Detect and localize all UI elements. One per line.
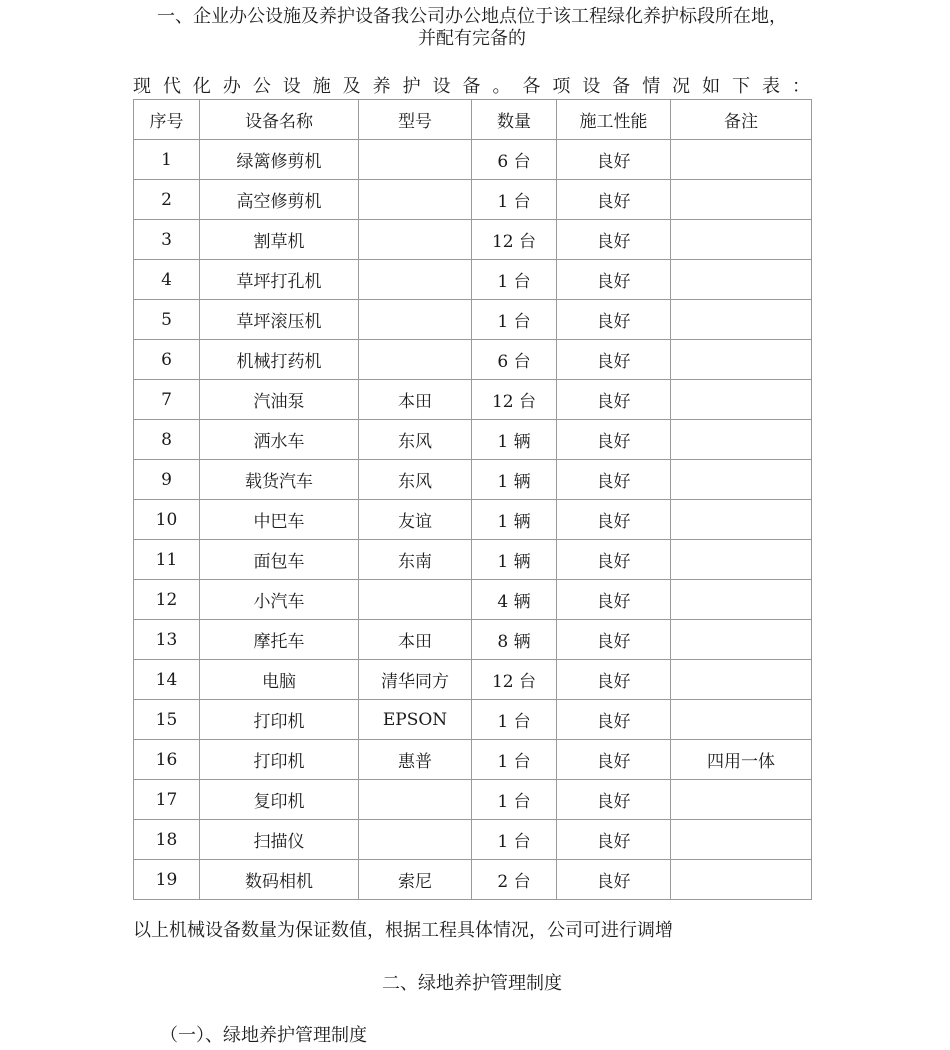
cell-model: 惠普 xyxy=(359,740,472,780)
cell-model: 本田 xyxy=(359,380,472,420)
table-row xyxy=(134,500,812,540)
subsection-heading: （一）、绿地养护管理制度 xyxy=(160,1025,367,1046)
cell-performance: 良好 xyxy=(557,180,671,220)
cell-name: 电脑 xyxy=(200,660,359,700)
cell-name: 数码相机 xyxy=(200,860,359,900)
table-row xyxy=(134,300,812,340)
cell-name: 草坪打孔机 xyxy=(200,260,359,300)
cell-performance: 良好 xyxy=(557,380,671,420)
equipment-table xyxy=(133,99,812,900)
cell-remark xyxy=(671,620,812,660)
cell-model: 本田 xyxy=(359,620,472,660)
cell-name: 绿篱修剪机 xyxy=(200,140,359,180)
cell-name: 中巴车 xyxy=(200,500,359,540)
cell-qty: 12 台 xyxy=(472,380,557,420)
cell-no: 8 xyxy=(134,420,200,460)
table-row xyxy=(134,620,812,660)
cell-name: 割草机 xyxy=(200,220,359,260)
cell-model xyxy=(359,220,472,260)
cell-model: 友谊 xyxy=(359,500,472,540)
cell-remark xyxy=(671,380,812,420)
table-row xyxy=(134,660,812,700)
cell-remark: 四用一体 xyxy=(671,740,812,780)
cell-qty: 1 辆 xyxy=(472,460,557,500)
cell-qty: 12 台 xyxy=(472,220,557,260)
heading-line-2: 并配有完备的 xyxy=(418,28,526,49)
cell-performance: 良好 xyxy=(557,740,671,780)
cell-no: 9 xyxy=(134,460,200,500)
cell-remark xyxy=(671,860,812,900)
table-row xyxy=(134,180,812,220)
cell-model xyxy=(359,340,472,380)
cell-remark xyxy=(671,420,812,460)
cell-qty: 1 台 xyxy=(472,780,557,820)
cell-remark xyxy=(671,540,812,580)
cell-no: 16 xyxy=(134,740,200,780)
cell-model xyxy=(359,300,472,340)
cell-performance: 良好 xyxy=(557,260,671,300)
cell-remark xyxy=(671,580,812,620)
cell-model: 东风 xyxy=(359,420,472,460)
cell-remark xyxy=(671,180,812,220)
cell-performance: 良好 xyxy=(557,220,671,260)
cell-qty: 1 辆 xyxy=(472,540,557,580)
cell-qty: 8 辆 xyxy=(472,620,557,660)
cell-remark xyxy=(671,700,812,740)
cell-model: EPSON xyxy=(359,700,472,740)
cell-no: 6 xyxy=(134,340,200,380)
cell-no: 12 xyxy=(134,580,200,620)
cell-name: 摩托车 xyxy=(200,620,359,660)
header-remark: 备注 xyxy=(671,100,812,140)
cell-performance: 良好 xyxy=(557,540,671,580)
table-row xyxy=(134,140,812,180)
cell-name: 复印机 xyxy=(200,780,359,820)
cell-qty: 1 台 xyxy=(472,740,557,780)
cell-name: 打印机 xyxy=(200,700,359,740)
document-heading xyxy=(133,6,811,50)
cell-name: 机械打药机 xyxy=(200,340,359,380)
cell-no: 7 xyxy=(134,380,200,420)
table-row xyxy=(134,460,812,500)
cell-qty: 1 台 xyxy=(472,700,557,740)
cell-remark xyxy=(671,140,812,180)
cell-model: 索尼 xyxy=(359,860,472,900)
cell-performance: 良好 xyxy=(557,500,671,540)
cell-model: 东风 xyxy=(359,460,472,500)
cell-remark xyxy=(671,500,812,540)
cell-name: 载货汽车 xyxy=(200,460,359,500)
cell-name: 打印机 xyxy=(200,740,359,780)
cell-qty: 6 台 xyxy=(472,140,557,180)
cell-model xyxy=(359,140,472,180)
cell-remark xyxy=(671,220,812,260)
table-row xyxy=(134,820,812,860)
cell-remark xyxy=(671,820,812,860)
cell-no: 17 xyxy=(134,780,200,820)
table-row xyxy=(134,700,812,740)
cell-remark xyxy=(671,260,812,300)
cell-performance: 良好 xyxy=(557,460,671,500)
cell-name: 高空修剪机 xyxy=(200,180,359,220)
cell-performance: 良好 xyxy=(557,860,671,900)
cell-remark xyxy=(671,300,812,340)
cell-qty: 1 台 xyxy=(472,180,557,220)
cell-performance: 良好 xyxy=(557,300,671,340)
cell-performance: 良好 xyxy=(557,140,671,180)
cell-name: 面包车 xyxy=(200,540,359,580)
cell-performance: 良好 xyxy=(557,700,671,740)
cell-name: 洒水车 xyxy=(200,420,359,460)
table-row xyxy=(134,380,812,420)
table-header-row xyxy=(134,100,812,140)
cell-qty: 1 辆 xyxy=(472,420,557,460)
cell-no: 3 xyxy=(134,220,200,260)
table-row xyxy=(134,540,812,580)
cell-model xyxy=(359,180,472,220)
cell-no: 5 xyxy=(134,300,200,340)
intro-text: 现代化办公设施及养护设备。各项设备情况如下表： xyxy=(133,76,811,97)
header-model: 型号 xyxy=(359,100,472,140)
cell-qty: 1 辆 xyxy=(472,500,557,540)
cell-name: 汽油泵 xyxy=(200,380,359,420)
cell-performance: 良好 xyxy=(557,780,671,820)
cell-model: 清华同方 xyxy=(359,660,472,700)
section-heading: 二、绿地养护管理制度 xyxy=(382,973,562,994)
note-text: 以上机械设备数量为保证数值，根据工程具体情况，公司可进行调增 xyxy=(133,920,673,941)
table-row xyxy=(134,860,812,900)
cell-performance: 良好 xyxy=(557,620,671,660)
cell-qty: 6 台 xyxy=(472,340,557,380)
table-row xyxy=(134,220,812,260)
table-row xyxy=(134,260,812,300)
table-row xyxy=(134,340,812,380)
table-row xyxy=(134,780,812,820)
cell-model xyxy=(359,260,472,300)
header-name: 设备名称 xyxy=(200,100,359,140)
cell-performance: 良好 xyxy=(557,420,671,460)
cell-model xyxy=(359,580,472,620)
heading-line-1: 一、企业办公设施及养护设备我公司办公地点位于该工程绿化养护标段所在地， xyxy=(157,6,787,27)
cell-performance: 良好 xyxy=(557,340,671,380)
cell-qty: 2 台 xyxy=(472,860,557,900)
cell-qty: 1 台 xyxy=(472,300,557,340)
cell-no: 2 xyxy=(134,180,200,220)
cell-qty: 1 台 xyxy=(472,260,557,300)
cell-no: 10 xyxy=(134,500,200,540)
cell-no: 19 xyxy=(134,860,200,900)
cell-no: 11 xyxy=(134,540,200,580)
cell-name: 小汽车 xyxy=(200,580,359,620)
cell-performance: 良好 xyxy=(557,580,671,620)
cell-model xyxy=(359,820,472,860)
cell-no: 15 xyxy=(134,700,200,740)
table-row xyxy=(134,420,812,460)
cell-model xyxy=(359,780,472,820)
cell-remark xyxy=(671,660,812,700)
cell-no: 14 xyxy=(134,660,200,700)
table-row xyxy=(134,740,812,780)
cell-qty: 1 台 xyxy=(472,820,557,860)
cell-name: 草坪滚压机 xyxy=(200,300,359,340)
table-row xyxy=(134,580,812,620)
cell-no: 13 xyxy=(134,620,200,660)
table-body xyxy=(134,140,812,900)
cell-name: 扫描仪 xyxy=(200,820,359,860)
cell-remark xyxy=(671,340,812,380)
header-qty: 数量 xyxy=(472,100,557,140)
cell-remark xyxy=(671,780,812,820)
cell-performance: 良好 xyxy=(557,820,671,860)
cell-qty: 12 台 xyxy=(472,660,557,700)
cell-no: 1 xyxy=(134,140,200,180)
cell-performance: 良好 xyxy=(557,660,671,700)
cell-remark xyxy=(671,460,812,500)
header-no: 序号 xyxy=(134,100,200,140)
cell-no: 18 xyxy=(134,820,200,860)
cell-model: 东南 xyxy=(359,540,472,580)
cell-qty: 4 辆 xyxy=(472,580,557,620)
cell-no: 4 xyxy=(134,260,200,300)
header-performance: 施工性能 xyxy=(557,100,671,140)
